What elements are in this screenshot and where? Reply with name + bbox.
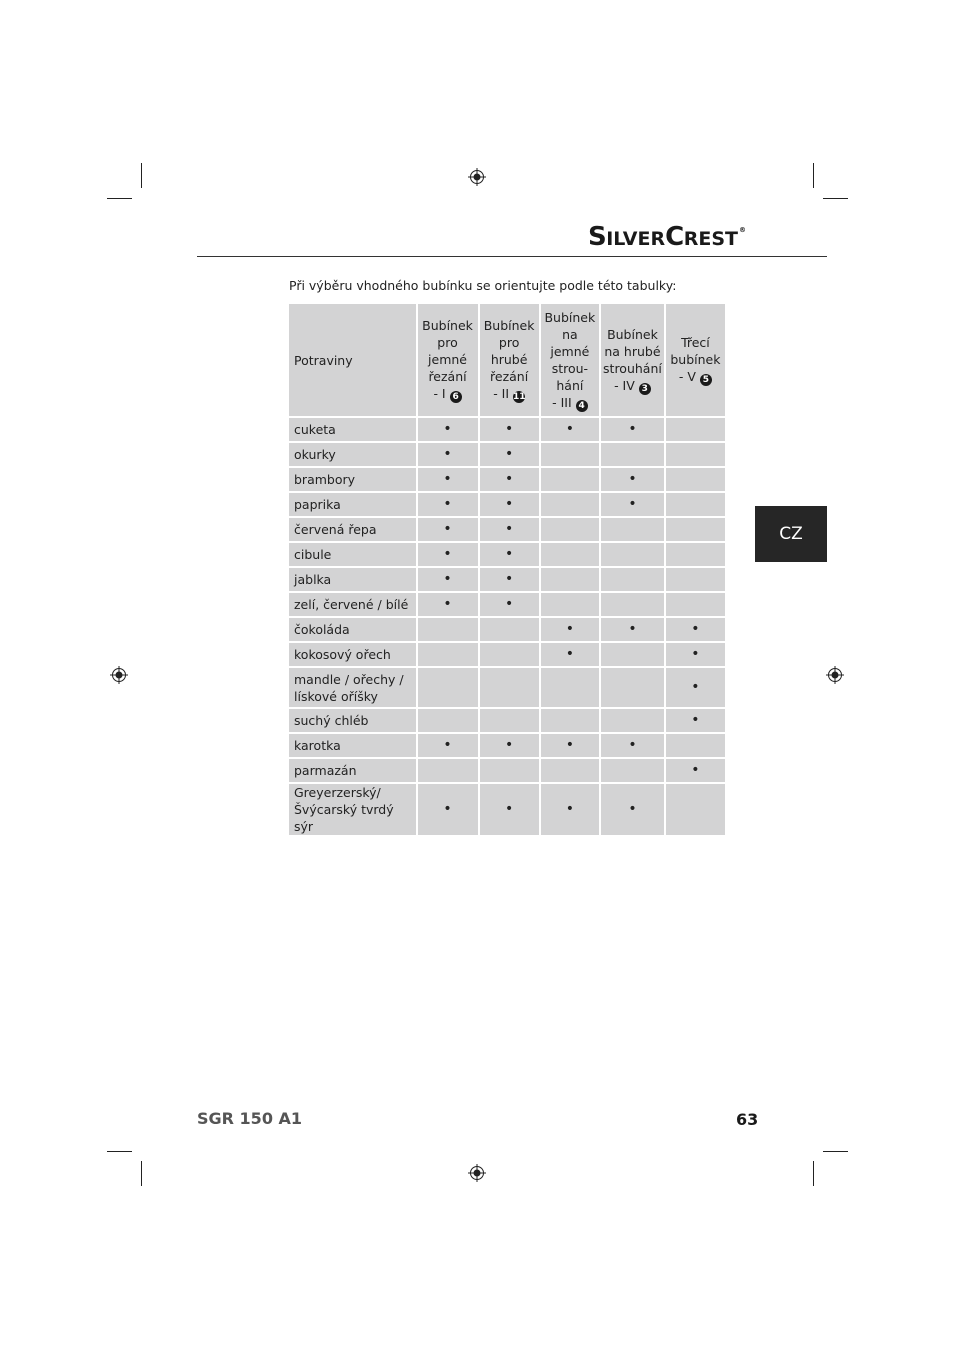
header-line: bubínek: [670, 352, 721, 367]
header-line: Bubínek: [607, 326, 658, 342]
bullet-mark: •: [418, 518, 478, 541]
empty-cell: [541, 593, 599, 616]
bullet-mark: •: [418, 734, 478, 757]
header-line: řezání: [490, 369, 529, 384]
empty-cell: [601, 668, 664, 707]
empty-cell: [601, 568, 664, 591]
food-cell: [289, 784, 416, 835]
bullet-mark: •: [541, 418, 599, 441]
registration-mark-icon: [826, 666, 844, 684]
empty-cell: [666, 543, 725, 566]
empty-cell: [541, 759, 599, 782]
food-cell: cuketa: [289, 418, 416, 441]
crop-mark: [813, 163, 814, 188]
bullet-mark: •: [666, 643, 725, 666]
bullet-mark: •: [480, 468, 539, 491]
header-line: strou-: [551, 360, 589, 376]
bullet-mark: •: [418, 593, 478, 616]
bullet-mark: •: [541, 643, 599, 666]
logo-initial: S: [588, 222, 607, 252]
table-row: [289, 709, 725, 732]
header-line: na hrubé: [604, 343, 661, 359]
empty-cell: [480, 668, 539, 707]
bullet-mark: •: [480, 543, 539, 566]
empty-cell: [541, 568, 599, 591]
header-line: jemné: [550, 343, 590, 359]
bullet-mark: •: [480, 518, 539, 541]
table-row: [289, 618, 725, 641]
header-suffix: - I: [433, 386, 446, 401]
registration-mark-icon: [468, 1164, 486, 1182]
empty-cell: [601, 518, 664, 541]
empty-cell: [666, 784, 725, 835]
empty-cell: [541, 709, 599, 732]
header-drum: [480, 304, 539, 416]
registered-mark: ®: [738, 226, 746, 234]
bullet-mark: •: [480, 784, 539, 835]
food-cell: karotka: [289, 734, 416, 757]
header-line: hání: [556, 377, 584, 393]
part-number-badge: 3: [639, 383, 651, 395]
empty-cell: [541, 668, 599, 707]
empty-cell: [418, 668, 478, 707]
bullet-mark: •: [666, 759, 725, 782]
empty-cell: [541, 493, 599, 516]
empty-cell: [480, 643, 539, 666]
header-line: Třecí: [681, 335, 710, 350]
table-row: [289, 593, 725, 616]
header-line: na: [562, 326, 578, 342]
header-suffix: - V: [678, 369, 696, 384]
empty-cell: [541, 518, 599, 541]
bullet-mark: •: [601, 784, 664, 835]
food-line: mandle / ořechy /: [294, 671, 404, 687]
empty-cell: [666, 493, 725, 516]
food-cell: [289, 668, 416, 707]
logo-part: REST: [683, 228, 738, 250]
registration-mark-icon: [468, 168, 486, 186]
bullet-mark: •: [480, 593, 539, 616]
empty-cell: [480, 759, 539, 782]
header-line: řezání: [428, 369, 467, 384]
table-row: [289, 493, 725, 516]
empty-cell: [418, 618, 478, 641]
brand-logo: [588, 222, 758, 252]
empty-cell: [666, 568, 725, 591]
header-line: Bubínek: [483, 318, 535, 333]
empty-cell: [541, 443, 599, 466]
header-drum: [666, 304, 725, 416]
bullet-mark: •: [601, 418, 664, 441]
bullet-mark: •: [666, 709, 725, 732]
bullet-mark: •: [480, 493, 539, 516]
table-row: [289, 418, 725, 441]
header-line: Bubínek: [422, 318, 473, 333]
food-cell: zelí, červené / bílé: [289, 593, 416, 616]
bullet-mark: •: [666, 668, 725, 707]
table-row: [289, 568, 725, 591]
header-drum: [541, 304, 599, 416]
logo-part: ILVER: [606, 228, 666, 250]
table-row: [289, 643, 725, 666]
bullet-mark: •: [601, 734, 664, 757]
empty-cell: [666, 734, 725, 757]
part-number-badge: 11: [513, 392, 526, 402]
table-row: [289, 784, 725, 835]
part-number-badge: 6: [450, 391, 462, 403]
food-cell: cibule: [289, 543, 416, 566]
crop-mark: [107, 198, 132, 199]
table-row: [289, 759, 725, 782]
bullet-mark: •: [418, 443, 478, 466]
food-cell: suchý chléb: [289, 709, 416, 732]
food-cell: okurky: [289, 443, 416, 466]
header-suffix: - III: [552, 394, 572, 410]
bullet-mark: •: [418, 543, 478, 566]
empty-cell: [418, 759, 478, 782]
crop-mark: [823, 198, 848, 199]
empty-cell: [541, 468, 599, 491]
registration-mark-icon: [110, 666, 128, 684]
empty-cell: [480, 709, 539, 732]
empty-cell: [666, 593, 725, 616]
empty-cell: [666, 443, 725, 466]
food-cell: čokoláda: [289, 618, 416, 641]
empty-cell: [418, 643, 478, 666]
bullet-mark: •: [418, 468, 478, 491]
drum-selection-table: [287, 302, 727, 837]
language-tab: CZ: [755, 506, 827, 562]
food-line: lískové oříšky: [294, 688, 378, 704]
header-line: pro: [437, 335, 458, 350]
part-number-badge: 5: [700, 374, 712, 386]
empty-cell: [666, 518, 725, 541]
header-line: jemné: [428, 352, 467, 367]
crop-mark: [141, 163, 142, 188]
crop-mark: [107, 1151, 132, 1152]
food-cell: brambory: [289, 468, 416, 491]
bullet-mark: •: [541, 784, 599, 835]
empty-cell: [666, 418, 725, 441]
food-cell: paprika: [289, 493, 416, 516]
empty-cell: [601, 643, 664, 666]
bullet-mark: •: [480, 734, 539, 757]
empty-cell: [418, 709, 478, 732]
table-header-row: [289, 304, 725, 416]
table-row: [289, 468, 725, 491]
header-line: Bubínek: [544, 309, 596, 325]
empty-cell: [480, 618, 539, 641]
food-cell: parmazán: [289, 759, 416, 782]
bullet-mark: •: [418, 418, 478, 441]
table-row: [289, 443, 725, 466]
bullet-mark: •: [418, 784, 478, 835]
crop-mark: [813, 1161, 814, 1186]
part-number-badge: 4: [576, 400, 588, 412]
header-rule: [197, 256, 827, 257]
empty-cell: [601, 593, 664, 616]
model-number: SGR 150 A1: [197, 1109, 303, 1128]
bullet-mark: •: [601, 618, 664, 641]
bullet-mark: •: [480, 443, 539, 466]
table-row: [289, 734, 725, 757]
food-cell: kokosový ořech: [289, 643, 416, 666]
food-line: Švýcarský tvrdý sýr: [294, 802, 394, 834]
table-row: [289, 543, 725, 566]
header-line: strouhání: [603, 360, 662, 376]
bullet-mark: •: [666, 618, 725, 641]
bullet-mark: •: [418, 493, 478, 516]
header-line: hrubé: [490, 352, 528, 367]
logo-initial: C: [665, 222, 684, 252]
header-line: pro: [498, 335, 520, 350]
crop-mark: [141, 1161, 142, 1186]
table-row: [289, 518, 725, 541]
empty-cell: [601, 443, 664, 466]
header-suffix: - IV: [614, 377, 635, 393]
empty-cell: [601, 759, 664, 782]
food-line: Greyerzerský/: [294, 785, 381, 800]
intro-text: Při výběru vhodného bubínku se orientujte podle této tabulky:: [289, 278, 677, 293]
bullet-mark: •: [601, 468, 664, 491]
header-drum: [601, 304, 664, 416]
bullet-mark: •: [480, 568, 539, 591]
crop-mark: [823, 1151, 848, 1152]
bullet-mark: •: [541, 618, 599, 641]
header-drum: [418, 304, 478, 416]
empty-cell: [601, 709, 664, 732]
bullet-mark: •: [480, 418, 539, 441]
empty-cell: [666, 468, 725, 491]
header-suffix: - II: [493, 386, 510, 401]
bullet-mark: •: [418, 568, 478, 591]
food-cell: jablka: [289, 568, 416, 591]
page-number: 63: [736, 1110, 759, 1129]
empty-cell: [541, 543, 599, 566]
empty-cell: [601, 543, 664, 566]
header-food: Potraviny: [289, 304, 416, 416]
bullet-mark: •: [541, 734, 599, 757]
table-row: [289, 668, 725, 707]
food-cell: červená řepa: [289, 518, 416, 541]
bullet-mark: •: [601, 493, 664, 516]
